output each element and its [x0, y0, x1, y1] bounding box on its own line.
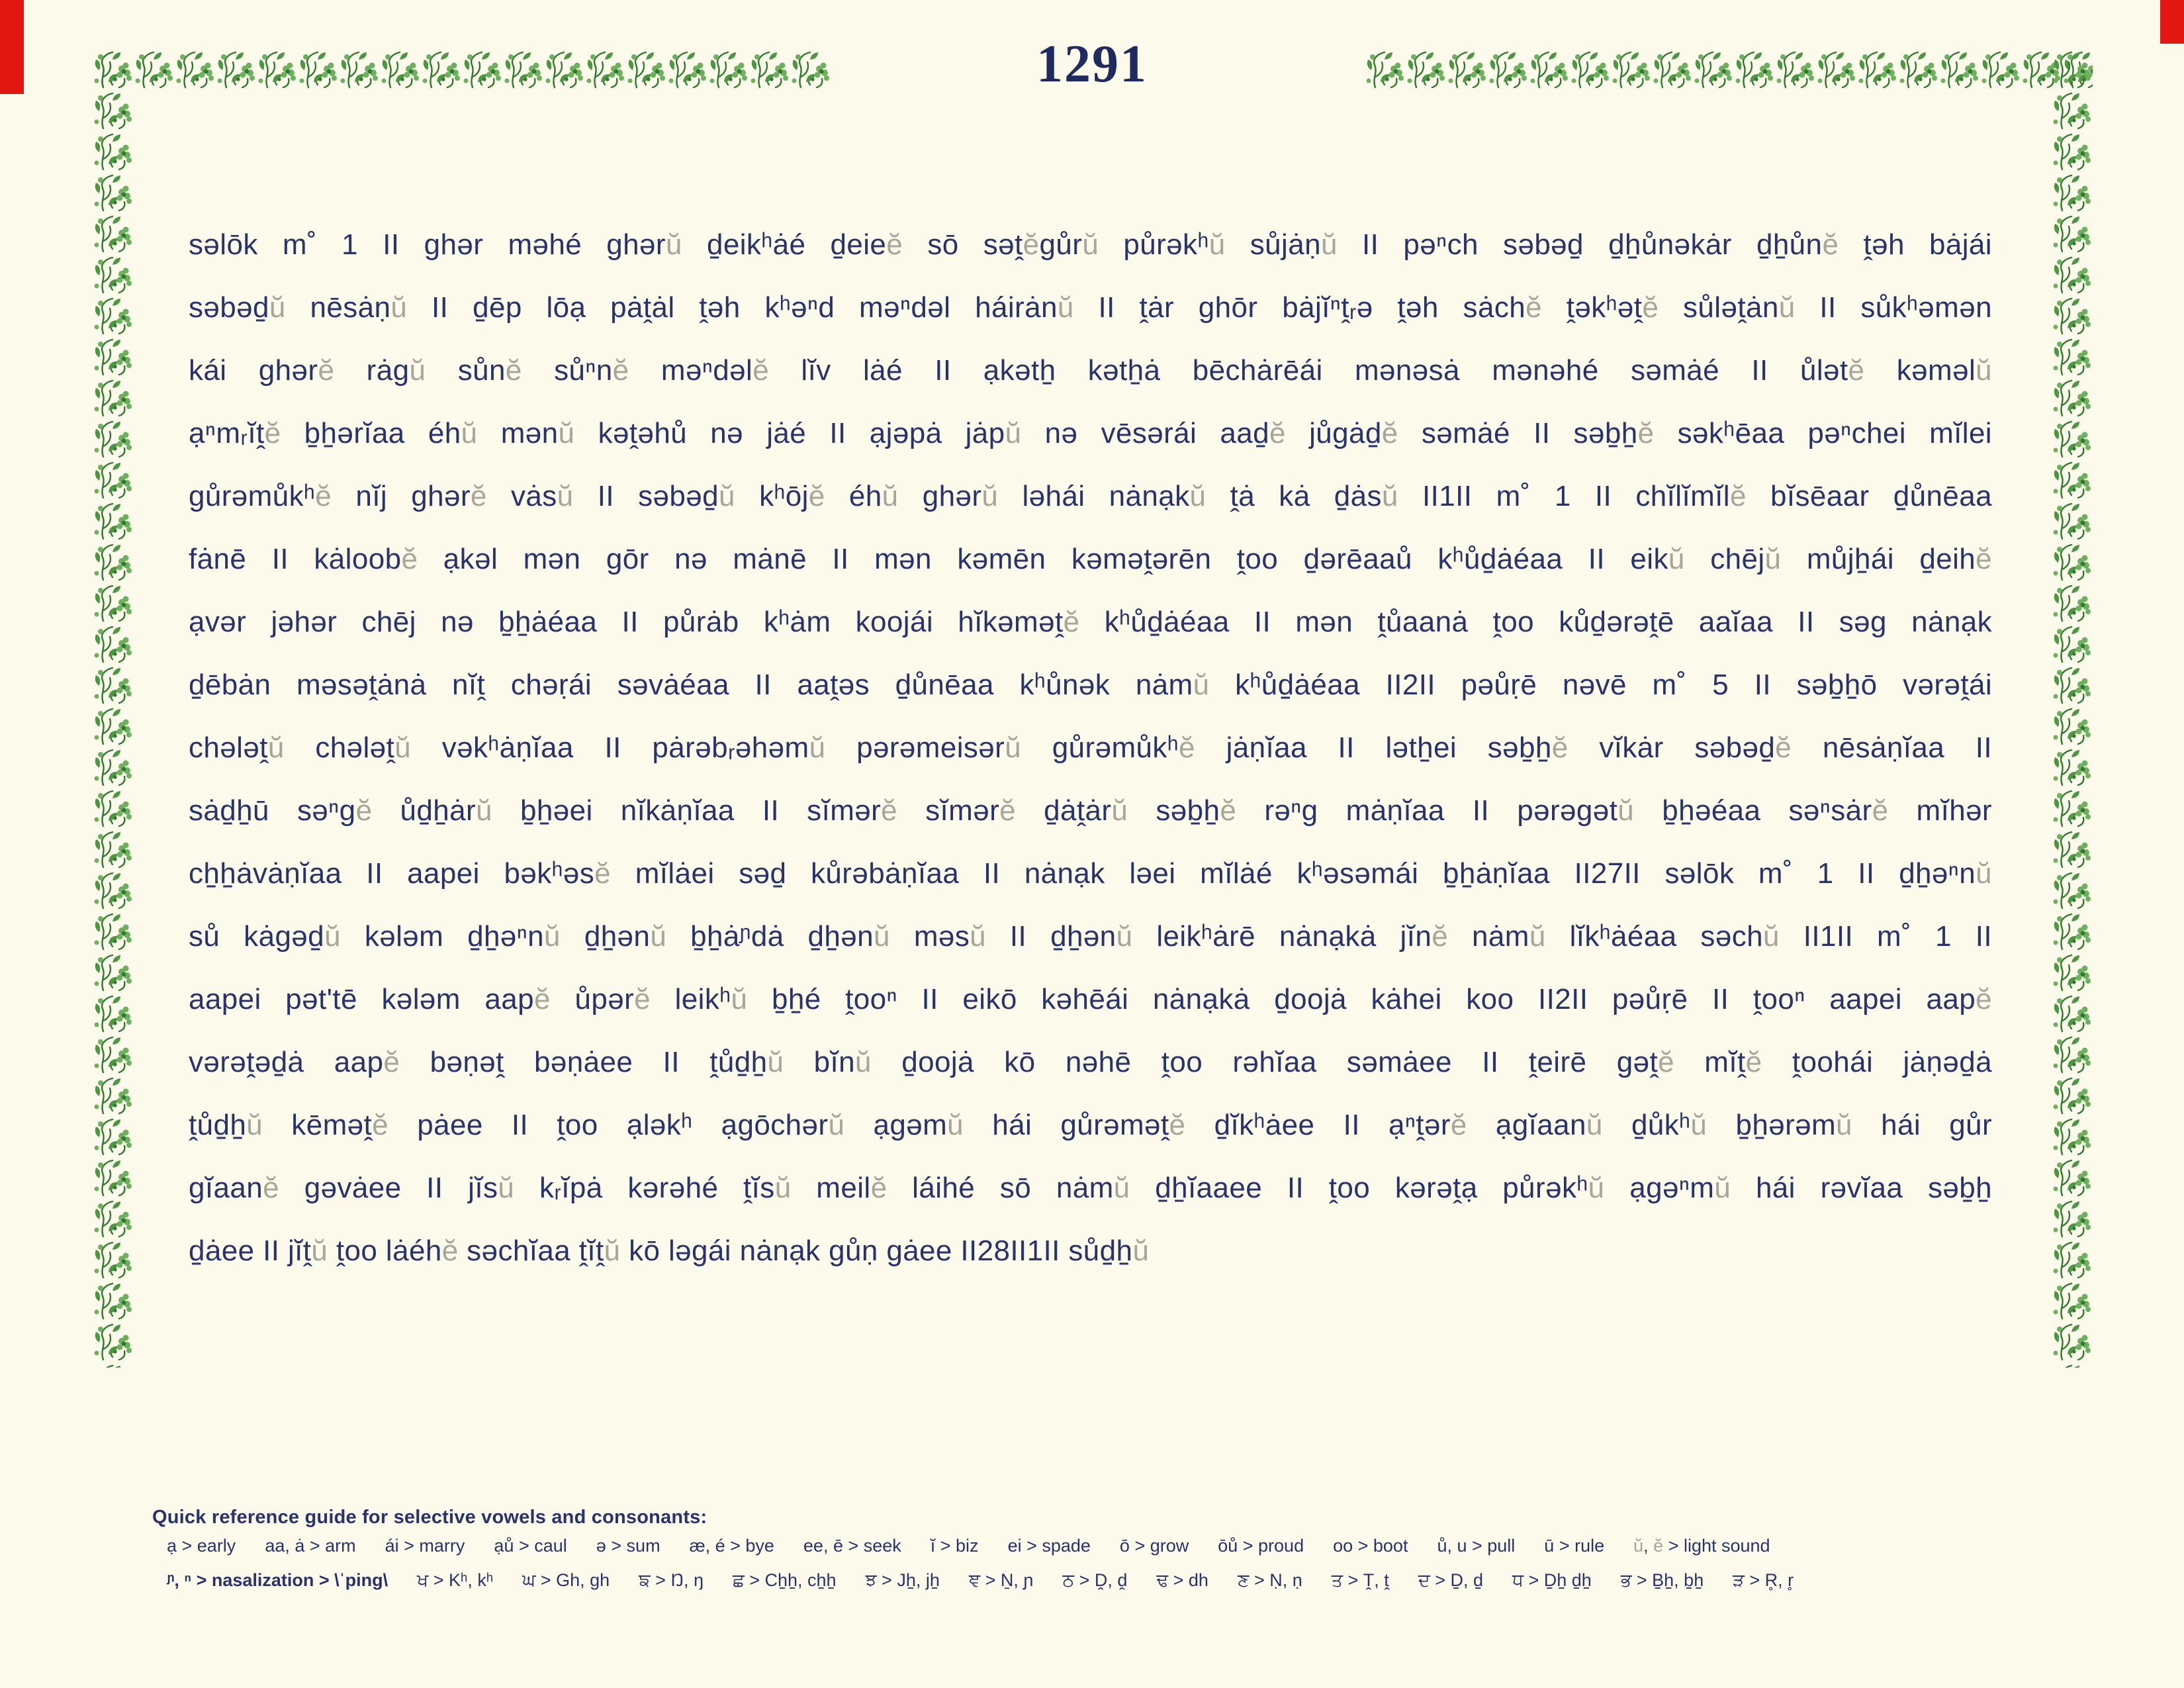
guide-item: ei > spade: [1007, 1536, 1091, 1556]
guide-item: ů, u > pull: [1437, 1536, 1516, 1556]
guide-item: ਛ > Ch̠h̠, ch̠h̠: [733, 1570, 837, 1590]
guide-item: ਘ > Gh, gh: [522, 1570, 610, 1590]
guide-item: ੜ > R̥, r̥: [1733, 1570, 1794, 1590]
scripture-text-block: [189, 213, 1992, 1282]
guide-item: ਠ > Ḓ, ḓ: [1062, 1570, 1128, 1590]
guide-item: ਖ > Kʰ, kʰ: [417, 1570, 494, 1590]
guide-item: ਦ > D̠, d̠: [1418, 1570, 1483, 1590]
guide-item: oo > boot: [1333, 1536, 1408, 1556]
guide-item: ŭ, ĕ > light sound: [1633, 1536, 1770, 1556]
guide-item: ạ > early: [167, 1536, 236, 1556]
guide-item: ū > rule: [1544, 1536, 1605, 1556]
guide-item: ਤ > Ṱ, ṱ: [1331, 1570, 1389, 1590]
guide-item: ਢ > dh: [1156, 1570, 1208, 1590]
guide-item: ᶮ, ⁿ > nasalization > \ˈping\: [167, 1570, 388, 1590]
guide-item: aa, ȧ > arm: [265, 1536, 356, 1556]
text-line: aapei pət'tē kələm aapĕ ůpərĕ leikʰŭ b̠h̠é ṱooⁿ II eikō kəhēái nȧnạkȧ d̠oojȧ kȧhei koo II2II pəůṛē II ṱooⁿ aapei aapĕ: [189, 983, 1992, 1015]
vowel-guide-row: [152, 1528, 2071, 1563]
guide-item: ਞ > Ṉ, ɲ: [968, 1570, 1034, 1590]
guide-item: ə > sum: [596, 1536, 660, 1556]
guide-item: ạů > caul: [494, 1536, 567, 1556]
text-line-last: d̠ȧee II jĭṱŭ ṱoo lȧéhĕ səchĭaa ṱĭṱŭ kō ləgái nȧnạk gůṇ gȧee II28II1II sůd̠h̠ŭ: [189, 1235, 1150, 1267]
text-line: səlōk m˚ 1 II ghər məhé ghərŭ d̠eikʰȧé d̠eieĕ sō səṱĕgůrŭ půrəkʰŭ sůjȧṇŭ II pəⁿch səbəd̠ d̠h̠ůnəkȧr d̠h̠ůnĕ ṱəh bȧjái: [189, 228, 1992, 261]
guide-item: ái > marry: [385, 1536, 465, 1556]
text-line: sů kȧgəd̠ŭ kələm d̠h̠əⁿnŭ d̠h̠ənŭ b̠h̠ȧᶮdȧ d̠h̠ənŭ məsŭ II d̠h̠ənŭ leikʰȧrē nȧnạkȧ jĭnĕ nȧmŭ lĭkʰȧéaa səchŭ II1II m˚ 1 II: [189, 920, 1993, 953]
text-line: gůrəmůkʰĕ nĭj ghərĕ vȧsŭ II səbəd̠ŭ kʰōjĕ éhŭ ghərŭ ləhái nȧnạkŭ ṱȧ kȧ d̠ȧsŭ II1II m˚ 1 II chĭlĭmĭlĕ bĭsēaar d̠ůnēaa: [189, 480, 1992, 512]
floral-border-right: [2052, 49, 2093, 1368]
text-line: vərəṱəd̠ȧ aapĕ bəṇəṱ bəṇȧee II ṱůd̠h̠ŭ bĭnŭ d̠oojȧ kō nəhē ṱoo rəhĭaa səmȧee II ṱeirē gəṱĕ mĭṱĕ ṱoohái jȧṇəd̠ȧ: [189, 1046, 1992, 1078]
guide-item: æ, é > bye: [689, 1536, 774, 1556]
guide-item: ਧ > D̠h̠ d̠h̠: [1512, 1570, 1592, 1590]
pronunciation-guide-title: Quick reference guide for selective vowels and consonants:: [152, 1507, 707, 1528]
page-number: 1291: [1036, 35, 1148, 93]
consonant-guide-row: [152, 1563, 2071, 1597]
pronunciation-guide: [152, 1507, 2071, 1597]
guide-item: ਙ > Ŋ, ŋ: [639, 1570, 704, 1590]
guide-item: ōů > proud: [1218, 1536, 1304, 1556]
text-line: chələṱŭ chələṱŭ vəkʰȧṇĭaa II pȧrəbᵣəhəmŭ pərəmeisərŭ gůrəmůkʰĕ jȧṇĭaa II ləth̠ei səb̠h̠ĕ vĭkȧr səbəd̠ĕ nēsȧṇĭaa II: [189, 731, 1993, 764]
text-line: ch̠h̠ȧvȧṇĭaa II aapei bəkʰəsĕ mĭlȧei səd̠ kůrəbȧṇĭaa II nȧnạk ləei mĭlȧé kʰəsəmái b̠h̠ȧṇĭaa II27II səlōk m˚ 1 II d̠h̠əⁿnŭ: [189, 857, 1992, 890]
guide-item: ee, ē > seek: [803, 1536, 901, 1556]
text-line: fȧnē II kȧloobĕ ạkəl mən gōr nə mȧnē II mən kəmēn kəməṱərēn ṱoo d̠ərēaaů kʰůd̠ȧéaa II eikŭ chējŭ můjh̠ái d̠eihĕ: [189, 543, 1992, 575]
text-line: kái ghərĕ rȧgŭ sůnĕ sůⁿnĕ məⁿdəlĕ lĭv lȧé II ạkəth̠ kəth̠ȧ bēchȧrēái mənəsȧ mənəhé səmȧé II ůlətĕ kəməlŭ: [189, 354, 1992, 387]
guide-item: ਭ > B̠h̠, b̠h̠: [1620, 1570, 1704, 1590]
text-line: d̠ēbȧn məsəṱȧnȧ nĭṱ chəṛái səvȧéaa II aaṱəs d̠ůnēaa kʰůnək nȧmŭ kʰůd̠ȧéaa II2II pəůṛē nəvē m˚ 5 II səb̠h̠ō vərəṱái: [189, 669, 1992, 701]
text-line: gĭaanĕ gəvȧee II jĭsŭ kᵣĭpȧ kərəhé ṱĭsŭ meilĕ láihé sō nȧmŭ d̠h̠ĭaaee II ṱoo kərəṱạ půrəkʰŭ ạgəⁿmŭ hái rəvĭaa səb̠h̠: [189, 1172, 1992, 1204]
floral-border-left: [93, 49, 134, 1368]
text-line: ṱůd̠h̠ŭ kēməṱĕ pȧee II ṱoo ạləkʰ ạgōchərŭ ạgəmŭ hái gůrəməṱĕ d̠ĭkʰȧee II ạⁿṱərĕ ạgĭaanŭ d̠ůkʰŭ b̠h̠ərəmŭ hái gůr: [189, 1109, 1993, 1141]
text-line: sȧd̠h̠ū səⁿgĕ ůd̠h̠ȧrŭ b̠h̠əei nĭkȧṇĭaa II sĭmərĕ sĭmərĕ d̠ȧṱȧrŭ səb̠h̠ĕ rəⁿg mȧṇĭaa II pərəgətŭ b̠h̠əéaa səⁿsȧrĕ mĭhər: [189, 794, 1992, 827]
text-line: ạⁿmᵣĭṱĕ b̠h̠ərĭaa éhŭ mənŭ kəṱəhů nə jȧé II ạjəpȧ jȧpŭ nə vēsərái aad̠ĕ jůgȧd̠ĕ səmȧé II səb̠h̠ĕ səkʰēaa pəⁿchei mĭlei: [189, 417, 1992, 449]
text-line: ạvər jəhər chēj nə b̠h̠ȧéaa II půrȧb kʰȧm koojái hĭkəməṱĕ kʰůd̠ȧéaa II mən ṱůaanȧ ṱoo kůd̠ərəṱē aaĭaa II səg nȧnạk: [189, 606, 1992, 638]
text-line: səbəd̠ŭ nēsȧṇŭ II d̠ēp lōạ pȧṱȧl ṱəh kʰəⁿd məⁿdəl háirȧnŭ II ṱȧr ghōr bȧjĭⁿṱᵣə ṱəh sȧchĕ ṱəkʰəṱĕ sůləṱȧnŭ II sůkʰəmən: [189, 291, 1992, 324]
guide-item: ĭ > biz: [930, 1536, 979, 1556]
guide-item: ਣ > Ṇ, ṇ: [1237, 1570, 1302, 1590]
guide-item: ō > grow: [1119, 1536, 1189, 1556]
guide-item: ਝ > Jh̠, jh̠: [865, 1570, 940, 1590]
